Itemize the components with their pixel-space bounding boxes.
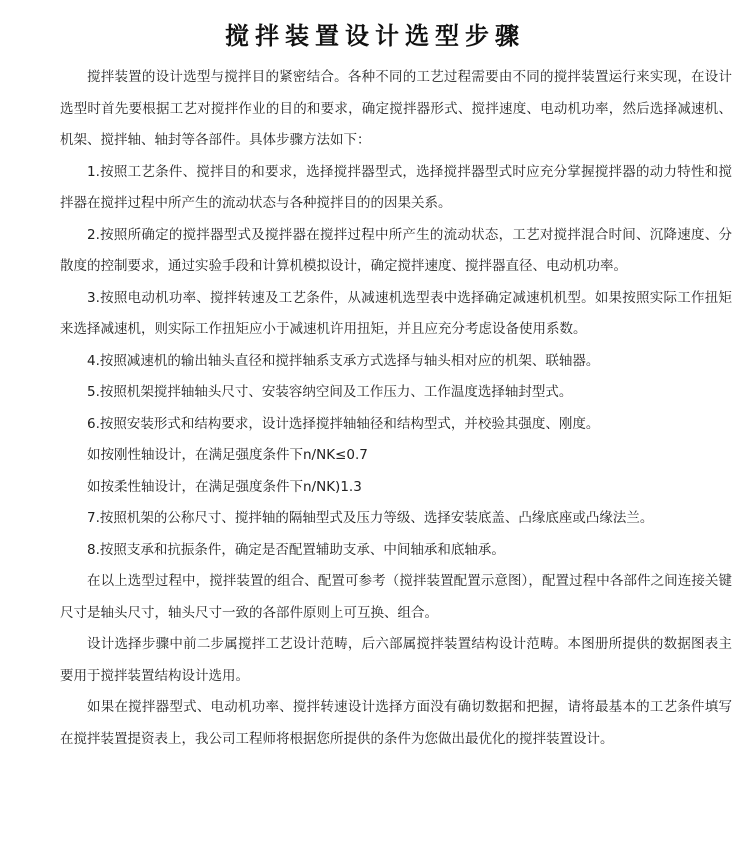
- rigid-shaft-condition: 如按刚性轴设计，在满足强度条件下n/NK≤0.7: [87, 447, 368, 463]
- contact-note-paragraph: 如果在搅拌器型式、电动机功率、搅拌转速设计选择方面没有确切数据和把握，请将最基本的工艺条件填写在搅拌装置提资表上，我公司工程师将根据您所提供的条件为您做出最优化的搅拌装置设计。: [60, 699, 732, 747]
- intro-paragraph: 搅拌装置的设计选型与搅拌目的紧密结合。各种不同的工艺过程需要由不同的搅拌装置运行来实现，在设计选型时首先要根据工艺对搅拌作业的目的和要求，确定搅拌器形式、搅拌速度、电动机功率，然后选择减速机、机架、搅拌轴、轴封等各部件。具体步骤方法如下：: [60, 69, 732, 148]
- configuration-note-paragraph: 在以上选型过程中，搅拌装置的组合、配置可参考（搅拌装置配置示意图），配置过程中各部件之间连接关键尺寸是轴头尺寸，轴头尺寸一致的各部件原则上可互换、组合。: [60, 573, 732, 621]
- step-3-paragraph: 3.按照电动机功率、搅拌转速及工艺条件，从减速机选型表中选择确定减速机机型。如果按照实际工作扭矩来选择减速机，则实际工作扭矩应小于减速机许用扭矩，并且应充分考虑设备使用系数。: [60, 289, 732, 337]
- step-1-paragraph: 1.按照工艺条件、搅拌目的和要求，选择搅拌器型式，选择搅拌器型式时应充分掌握搅拌器的动力特性和搅拌器在搅拌过程中所产生的流动状态与各种搅拌目的的因果关系。: [60, 163, 732, 211]
- step-5-paragraph: 5.按照机架搅拌轴轴头尺寸、安装容纳空间及工作压力、工作温度选择轴封型式。: [87, 384, 573, 400]
- scope-note-paragraph: 设计选择步骤中前二步属搅拌工艺设计范畴，后六部属搅拌装置结构设计范畴。本图册所提供的数据图表主要用于搅拌装置结构设计选用。: [60, 636, 732, 684]
- document-title: 搅拌装置设计选型步骤: [225, 22, 525, 50]
- step-6-paragraph: 6.按照安装形式和结构要求，设计选择搅拌轴轴径和结构型式，并校验其强度、刚度。: [87, 415, 600, 432]
- step-8-paragraph: 8.按照支承和抗振条件，确定是否配置辅助支承、中间轴承和底轴承。: [87, 541, 505, 558]
- step-4-paragraph: 4.按照减速机的输出轴头直径和搅拌轴系支承方式选择与轴头相对应的机架、联轴器。: [87, 352, 600, 369]
- flexible-shaft-condition: 如按柔性轴设计，在满足强度条件下n/NK)1.3: [87, 478, 362, 495]
- document-body: [60, 62, 732, 755]
- step-2-paragraph: 2.按照所确定的搅拌器型式及搅拌器在搅拌过程中所产生的流动状态，工艺对搅拌混合时间、沉降速度、分散度的控制要求，通过实验手段和计算机模拟设计，确定搅拌速度、搅拌器直径、电动机功率。: [60, 226, 732, 274]
- step-7-paragraph: 7.按照机架的公称尺寸、搅拌轴的隔轴型式及压力等级、选择安装底盖、凸缘底座或凸缘法兰。: [87, 510, 654, 526]
